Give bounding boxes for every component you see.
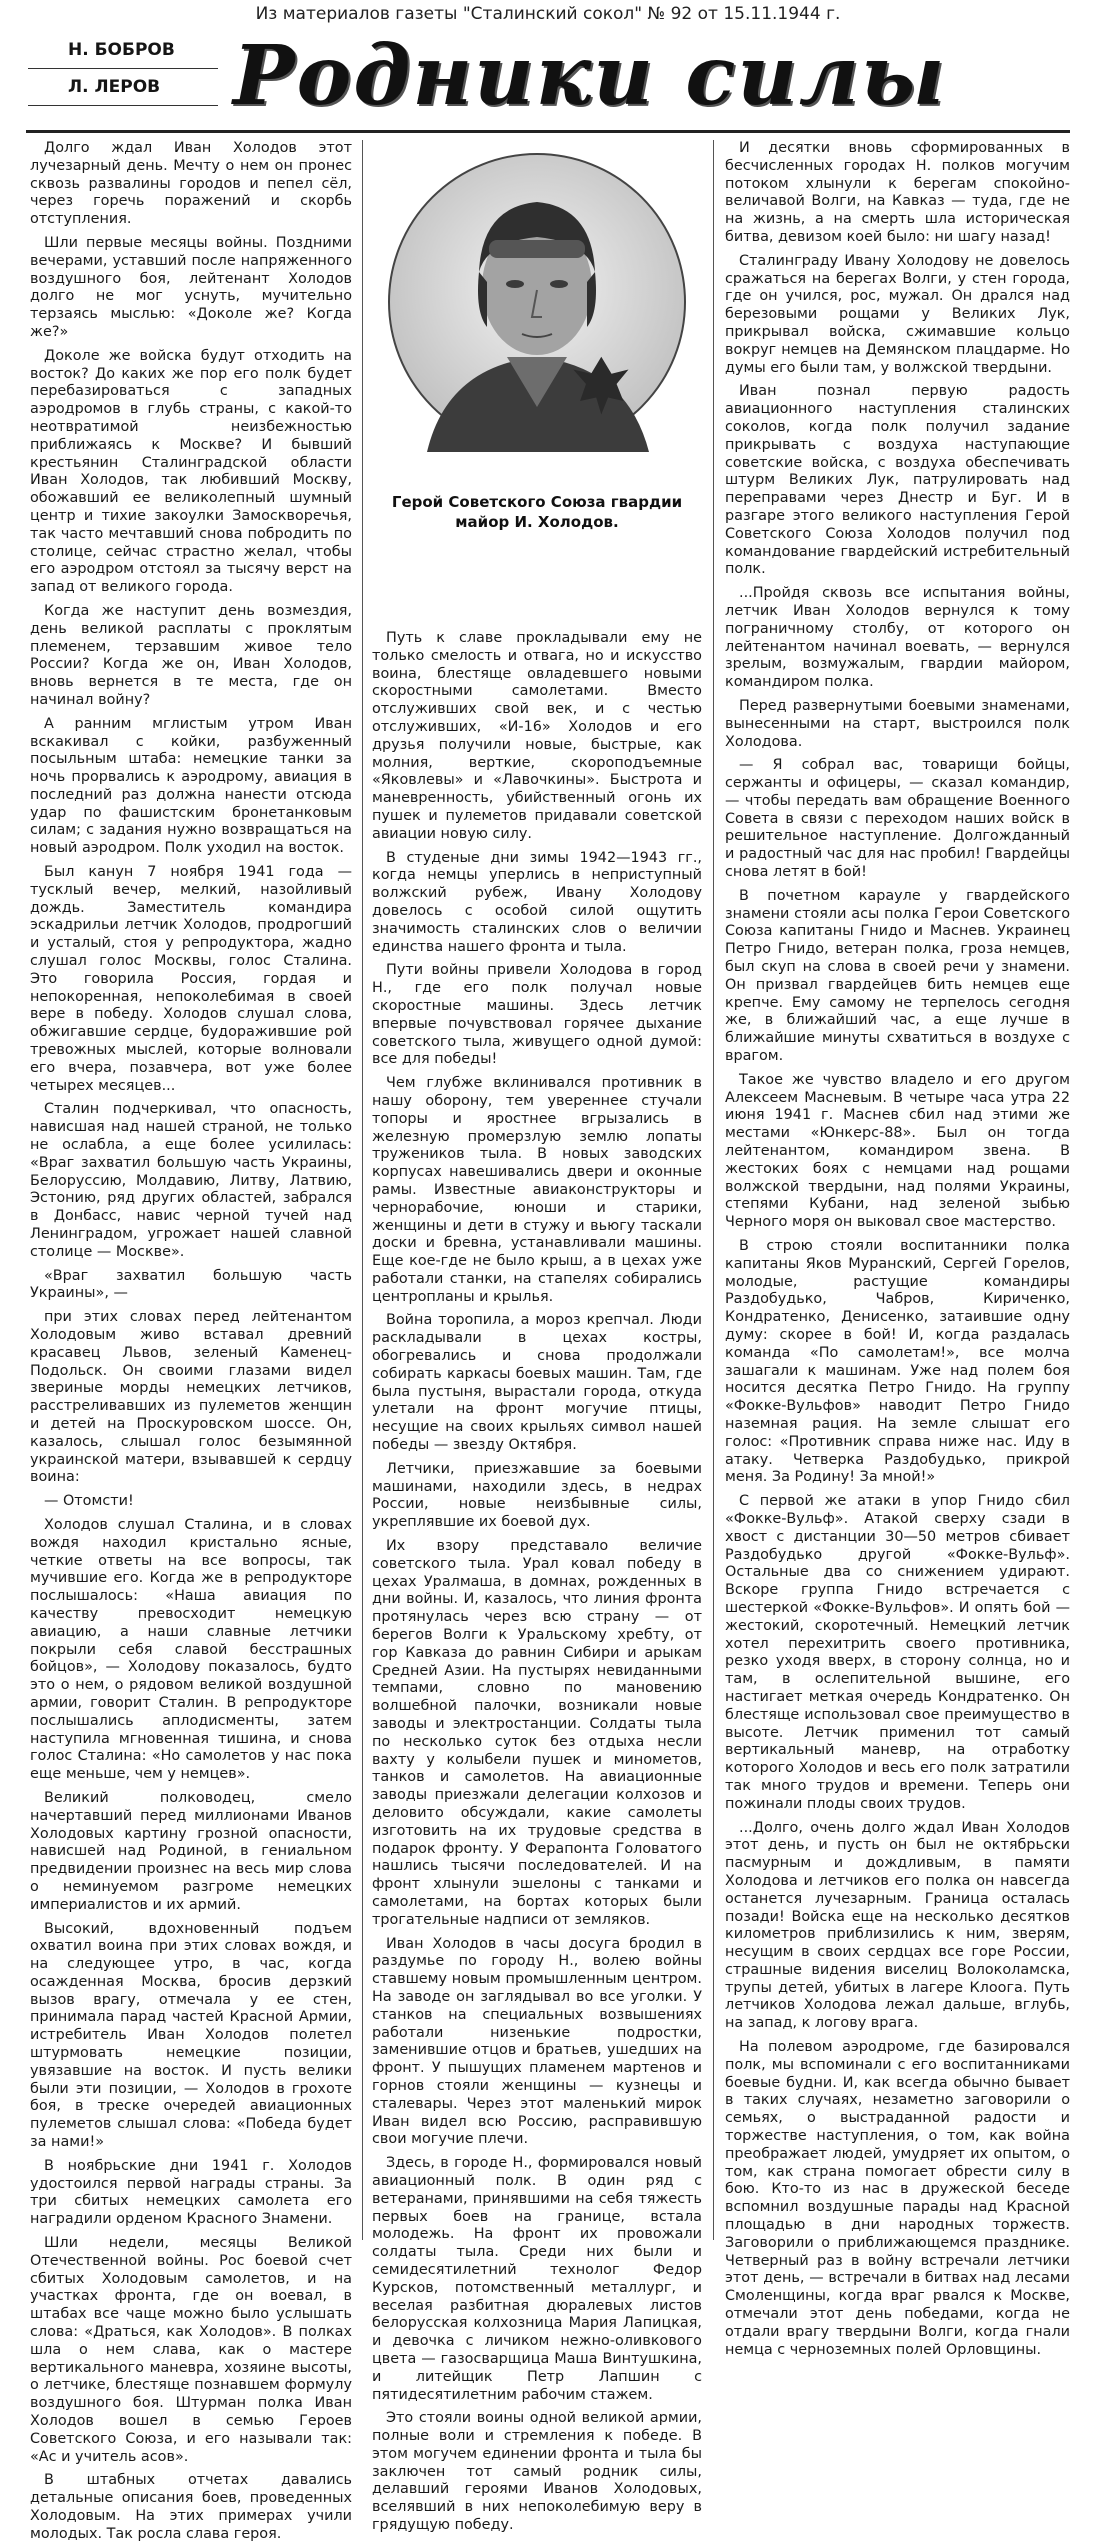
article-column-3	[725, 140, 1070, 2358]
paragraph: Это стояли воины одной великой армии, полные воли и стремления к победе. В этом могучем единении фронта и тыла бы заключен тот самый родник силы, делавший героями Иванов Холодовых, вселявший в них непоколебимую веру в грядущую победу.	[372, 2410, 702, 2534]
paragraph: И десятки вновь сформированных в бесчисленных городах Н. полков могучим потоком хлынули к берегам спокойно-величавой Волги, на Кавказ — туда, где не на жизнь, а на смерть шла историческая битва, девизом коей было: ни шагу назад!	[725, 140, 1070, 245]
paragraph: Был канун 7 ноября 1941 года — тусклый вечер, мелкий, назойливый дождь. Заместитель командира эскадрильи летчик Холодов, продрогший и усталый, стоя у репродуктора, жадно слушал голос Москвы, голос Сталина. Это говорила Россия, гордая и непокоренная, непоколебимая в своей вере в победу. Холодов слушал слова, обжигавшие сердце, будоражившие рой тревожных мыслей, которые волновали его вчера, позавчера, вот уже более четырех месяцев...	[30, 864, 352, 1094]
paragraph: Перед развернутыми боевыми знаменами, вынесенными на старт, выстроился полк Холодова.	[725, 697, 1070, 750]
paragraph: В почетном карауле у гвардейского знамени стояли асы полка Герои Советского Союза капитаны Гнидо и Маснев. Украинец Петро Гнидо, ветеран полка, гроза немцев, был скуп на слова в своей речи у знамени. Он призвал гвардейцев бить немцев еще крепче. Ему самому не терпелось сегодня же, в ближайший час, а еще лучше в ближайшие минуты схватиться в воздухе с врагом.	[725, 887, 1070, 1065]
paragraph: «Враг захватил большую часть Украины», —	[30, 1267, 352, 1302]
paragraph: Чем глубже вклинивался противник в нашу оборону, тем увереннее стучали топоры и яростнее вгрызались в железную промерзлую землю лопаты тружеников тыла. В новых заводских корпусах навешивались двери и оконные рамы. Известные авиаконструкторы и чернорабочие, юноши и старики, женщины и дети в стужу и вьюгу таскали доски и бревна, устанавливали машины. Еще кое-где не было крыш, а в цехах уже работали станки, на стапелях собирались центропланы и крылья.	[372, 1075, 702, 1305]
paragraph: В штабных отчетах давались детальные описания боев, проведенных Холодовым. На этих примерах учили молодых. Так росла слава героя.	[30, 2472, 352, 2542]
paragraph: В строю стояли воспитанники полка капитаны Яков Муранский, Сергей Горелов, молодые, растущие командиры Раздобудько, Чабров, Кириченко, Кондратенко, Денисенко, затаившие одну думу: скорее в бой! И, когда раздалась команда «По самолетам!», все молча зашагали к машинам. Уже над полем боя носится десятка Петро Гнидо. На группу «Фокке-Вульфов» наводит Петро Гнидо наземная рация. На земле слышат его голос: «Противник справа ниже нас. Иду в атаку. Четверка Раздобудько, прикрой меня. За Родину! За мной!»	[725, 1238, 1070, 1486]
paragraph: Когда же наступит день возмездия, день великой расплаты с проклятым племенем, терзавшим живое тело России? Когда же он, Иван Холодов, вновь вернется в те места, где он начинал войну?	[30, 602, 352, 708]
paragraph: Великий полководец, смело начертавший перед миллионами Иванов Холодовых картину грозной опасности, нависшей над Родиной, в гениальном предвидении произнес на весь мир слова о неминуемом разгроме немецких империалистов и их армий.	[30, 1789, 352, 1913]
column-divider-1	[362, 140, 363, 2240]
paragraph: Иван познал первую радость авиационного наступления сталинских соколов, когда полк получил задание прикрывать с воздуха наступающие советские войска, с воздуха обеспечивать штурм Великих Лук, патрулировать над переправами через Днестр и Буг. И в разгаре этого великого наступления Герой Советского Союза Холодов получил под командование гвардейский истребительный полк.	[725, 383, 1070, 578]
paragraph: В студеные дни зимы 1942—1943 гг., когда немцы уперлись в неприступный волжский рубеж, Ивану Холодову довелось с особой силой ощутить значимость сталинских слов о величии единства нашего фронта и тыла.	[372, 849, 702, 955]
source-note: Из материалов газеты "Сталинский сокол" № 92 от 15.11.1944 г.	[255, 4, 841, 24]
paragraph: Высокий, вдохновенный подъем охватил воина при этих словах вождя, и на следующее утро, в час, когда осажденная Москва, бросив дерзкий вызов врагу, отмечала у ее стен, принимала парад частей Красной Армии, истребитель Иван Холодов полетел штурмовать немецкие позиции, увязавшие на восток. И пусть велики были эти позиции, — Холодов в грохоте боя, в треске очередей авиационных пулеметов слышал слова: «Победа будет за нами!»	[30, 1920, 352, 2151]
paragraph: Холодов слушал Сталина, и в словах вождя находил кристально ясные, четкие ответы на все вопросы, так мучившие его. Когда же в репродукторе послышалось: «Наша авиация по качеству превосходит немецкую авиацию, а наши славные летчики покрыли себя славой бесстрашных бойцов», — Холодову показалось, будто это о нем, о рядовом великой воздушной армии, говорит Сталин. В репродукторе послышались аплодисменты, затем наступила мгновенная тишина, и снова голос Сталина: «Но самолетов у нас пока еще меньше, чем у немцев».	[30, 1516, 352, 1783]
masthead	[28, 28, 1068, 124]
paragraph: ...Долго, очень долго ждал Иван Холодов этот день, и пусть он был не октябрьски пасмурным и дождливым, в памяти Холодова и летчиков его полка он навсегда останется лучезарным. Граница осталась позади! Войска еще на несколько десятков километров приблизились к ним, зверям, несущим в своих сердцах все горе России, страшные видения виселиц Волоколамска, трупы детей, убитых в лагере Клоога. Путь летчиков Холодова лежал дальше, вглубь, на запад, к логову врага.	[725, 1819, 1070, 2032]
photo-caption: Герой Советского Союза гвардии майор И. Холодов.	[391, 493, 683, 531]
paragraph: Сталин подчеркивал, что опасность, нависшая над нашей страной, не только не ослабла, а еще более усилилась: «Враг захватил большую часть Украины, Белоруссию, Молдавию, Литву, Латвию, Эстонию, ряд других областей, забрался в Донбасс, навис черной тучей над Ленинградом, угрожает нашей славной столице — Москве».	[30, 1101, 352, 1260]
column-divider-2	[713, 140, 714, 2240]
paragraph: Путь к славе прокладывали ему не только смелость и отвага, но и искусство воина, блестяще овладевшего новыми скоростными самолетами. Вместо отслуживших свой век, и с честью отслуживших, «И-16» Холодов и его друзья получили новые, быстрые, как молния, верткие, скороподъемные «Яковлевы» и «Лавочкины». Быстрота и маневренность, убийственный огонь их пушек и пулеметов придавали советской авиации новую силу.	[372, 630, 702, 842]
paragraph: А ранним мглистым утром Иван вскакивал с койки, разбуженный посыльным штаба: немецкие танки за ночь прорвались к аэродрому, авиация в последний раз должна нанести отсюда удар по фашистским бронетанковым силам; с задания нужно возвращаться на новый аэродром. Полк уходил на восток.	[30, 715, 352, 857]
article-column-2	[372, 630, 702, 2534]
paragraph: В ноябрьские дни 1941 г. Холодов удостоился первой награды страны. За три сбитых немецких самолета его наградили орденом Красного Знамени.	[30, 2157, 352, 2228]
paragraph: Иван Холодов в часы досуга бродил в раздумье по городу Н., волею войны ставшему новым промышленным центром. На заводе он заглядывал во все уголки. У станков на специальных возвышениях работали низенькие подростки, заменившие отцов и братьев, ушедших на фронт. У пышущих пламенем мартенов и горнов стояли женщины — кузнецы и сталевары. Через этот маленький мирок Иван видел всю Россию, расправившую свои могучие плечи.	[372, 1935, 702, 2148]
paragraph: На полевом аэродроме, где базировался полк, мы вспоминали с его воспитанниками боевые будни. И, как всегда обычно бывает в таких случаях, незаметно заговорили о семьях, о выстраданной радости и торжестве наступления, о том, как война преображает людей, умудряет их опытом, о том, как страна помогает обрести силу в бою. Кто-то из нас в дружеской беседе вспомнил воздушные парады над Красной площадью в дни народных торжеств. Заговорили о приближающемся празднике. Четверный раз в войну встречали летчики этот день, — встречали в битвах над лесами Смоленщины, когда враг рвался к Москве, отмечали этот день победами, когда не отдали врагу твердыни Волги, когда гнали немца с черноземных полей Орловщины.	[725, 2039, 1070, 2358]
paragraph: С первой же атаки в упор Гнидо сбил «Фокке-Вульф». Атакой сверху сзади в хвост с дистанции 30—50 метров сбивает Раздобудько другой «Фокке-Вульф». Остальные два со снижением удирают. Вскоре группа Гнидо встречается с шестеркой «Фокке-Вульфов». И опять бой — жестокий, скоротечный. Немецкий летчик хотел перехитрить своего противника, резко уходя вверх, в сторону солнца, но и там, в ослепительной вышине, его настигает меткая очередь Кондратенко. Он блестяще использовал свое преимущество в высоте. Летчик применил тот самый вертикальный маневр, на отработку которого Холодов и весь его полк затратили так много трудов и времени. Теперь они пожинали плоды своих трудов.	[725, 1493, 1070, 1812]
paragraph: Шли недели, месяцы Великой Отечественной войны. Рос боевой счет сбитых Холодовым самолетов, и на участках фронта, где он воевал, в штабах все чаще можно было услышать слова: «Драться, как Холодов». В полках шла о нем слава, как о мастере вертикального маневра, хозяине высоты, о летчике, блестяще познавшем формулу воздушного боя. Штурман полка Иван Холодов вошел в семью Героев Советского Союза, и его называли так: «Ас и учитель асов».	[30, 2235, 352, 2465]
portrait-photo	[387, 152, 687, 452]
authors-block	[28, 32, 218, 106]
paragraph: Летчики, приезжавшие за боевыми машинами, находили здесь, в недрах России, новые неизбывные силы, укреплявшие их боевой дух.	[372, 1460, 702, 1531]
paragraph: при этих словах перед лейтенантом Холодовым живо вставал древний красавец Львов, зеленый Каменец-Подольск. Он своими глазами видел звериные морды немецких летчиков, расстреливавших из пулеметов женщин и детей на Проскуровском шоссе. Он, казалось, слышал голос безымянной украинской матери, взывавшей к сердцу воина:	[30, 1309, 352, 1486]
paragraph: ...Пройдя сквозь все испытания войны, летчик Иван Холодов вернулся к тому пограничному столбу, от которого он лейтенантом начинал воевать, — вернулся зрелым, возмужалым, гвардии майором, командиром полка.	[725, 585, 1070, 691]
paragraph: Война торопила, а мороз крепчал. Люди раскладывали в цехах костры, обогревались и снова продолжали собирать каркасы боевых машин. Там, где была пустыня, вырастали города, откуда улетали на фронт могучие птицы, несущие на своих крыльях символ нашей победы — звезду Октября.	[372, 1312, 702, 1454]
paragraph: Такое же чувство владело и его другом Алексеем Масневым. В четыре часа утра 22 июня 1941 г. Маснев сбил над этими же местами «Юнкерс-88». Был он тогда лейтенантом, командиром звена. В жестоких боях с немцами над рощами волжской твердыни, над полями Украины, степями Кубани, над зеленой зыбью Черного моря он выковал свое мастерство.	[725, 1071, 1070, 1231]
paragraph: Долго ждал Иван Холодов этот лучезарный день. Мечту о нем он пронес сквозь развалины городов и пепел сёл, через горечь поражений и скорбь отступления.	[30, 140, 352, 228]
paragraph: Пути войны привели Холодова в город Н., где его полк получал новые скоростные машины. Здесь летчик впервые почувствовал горячее дыхание советского тыла, живущего одной думой: все для победы!	[372, 962, 702, 1068]
title-rule	[26, 130, 1070, 133]
paragraph: Доколе же войска будут отходить на восток? До каких же пор его полк будет перебазироваться с западных аэродромов в глубь страны, с какой-то неотвратимой неизбежностью приближаясь к Москве? И бывший крестьянин Сталинградской области Иван Холодов, так любивший Москву, обожавший ее великолепный шумный центр и тихие закоулки Замоскворечья, так часто мечтавший снова побродить по столице, сейчас страстно желал, чтобы его аэродром отстоял за тысячу верст на запад от великого города.	[30, 347, 352, 596]
paragraph: Шли первые месяцы войны. Поздними вечерами, уставший после напряженного воздушного боя, лейтенант Холодов долго не мог уснуть, мучительно терзаясь мыслью: «Доколе же? Когда же?»	[30, 234, 352, 340]
author-1: Н. БОБРОВ	[28, 32, 218, 69]
article-column-1	[30, 140, 352, 2542]
paragraph: — Отомсти!	[44, 1493, 134, 1510]
photo-block	[372, 142, 702, 612]
paragraph: Здесь, в городе Н., формировался новый авиационный полк. В один ряд с ветеранами, принявшими на себя тяжесть первых боев на границе, встала молодежь. На фронт их провожали солдаты тыла. Среди них были и семидесятилетний технолог Федор Курсков, потомственный металлург, и веселая разбитная дюралевых листов белорусская колхозница Мария Лапицкая, и девочка с личиком нежно-оливкового цвета — газосварщица Маша Винтушкина, и литейщик Петр Лапшин с пятидесятилетним рабочим стажем.	[372, 2155, 702, 2403]
author-2: Л. ЛЕРОВ	[28, 69, 218, 106]
paragraph: Сталинграду Ивану Холодову не довелось сражаться на берегах Волги, у стен города, где он учился, рос, мужал. Он дрался над березовыми рощами у Великих Лук, прикрывал войска, сжимавшие кольцо вокруг немцев на Демянском плацдарме. Но думы его были там, у волжской твердыни.	[725, 252, 1070, 376]
paragraph: Их взору представало величие советского тыла. Урал ковал победу в цехах Уралмаша, в домнах, рожденных в дни войны. И, казалось, что линия фронта протянулась через всю страну — от берегов Волги к Уральскому хребту, от гор Кавказа до равнин Сибири и арыкам Средней Азии. На пустырях невиданными темпами, словно по мановению волшебной палочки, возникали новые заводы и электростанции. Солдаты тыла по несколько суток без отдыха несли вахту у колыбели пушек и минометов, танков и самолетов. На авиационные заводы приезжали делегации колхозов и деловито обсуждали, какие самолеты изготовить на их трудовые средства в подарок фронту. У Ферапонта Головатого нашлись тысячи последователей. И на фронт хлынули эшелоны с танками и самолетами, на бортах которых были трогательные надписи от земляков.	[372, 1538, 702, 1928]
paragraph: — Я собрал вас, товарищи бойцы, сержанты и офицеры, — сказал командир, — чтобы передать вам обращение Военного Совета в связи с переходом наших войск в решительное наступление. Долгожданный и радостный час для нас пробил! Гвардейцы снова летят в бой!	[725, 757, 1070, 881]
article-title: Родники силы	[233, 28, 947, 124]
